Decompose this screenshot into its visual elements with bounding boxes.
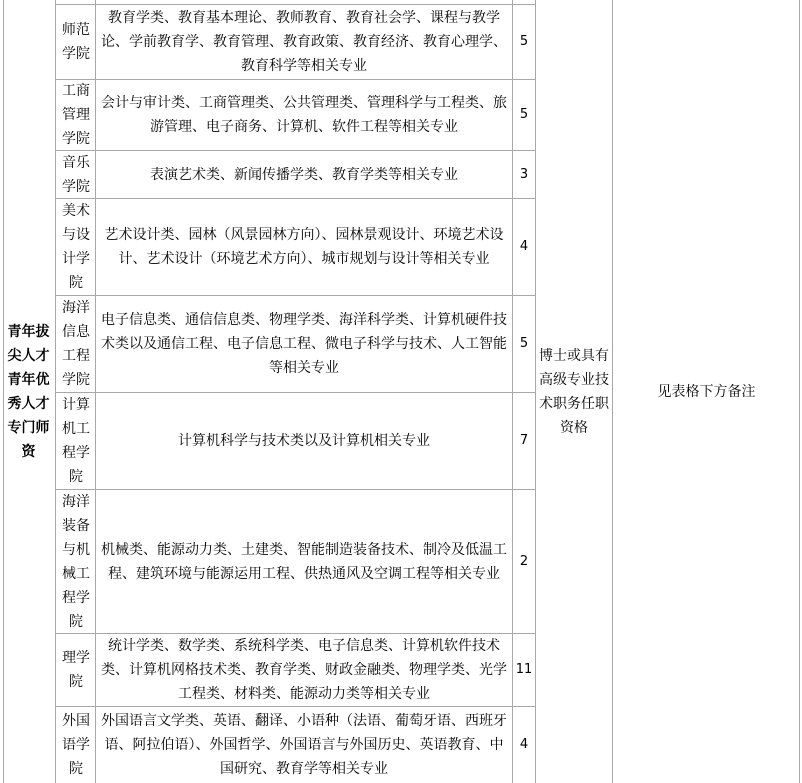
majors-text: 机械类、能源动力类、土建类、智能制造装备技术、制冷及低温工程、建筑环境与能源运用工程、供热通风及空调工程等相关专业 [101,541,507,582]
headcount: 3 [519,166,529,182]
headcount: 7 [519,433,529,448]
headcount: 5 [519,34,529,49]
college-name: 海洋装备与机械工程学院 [62,493,90,630]
grid-line [3,0,4,783]
college-name: 外国语学院 [62,713,90,777]
headcount: 2 [519,553,529,569]
headcount: 5 [519,336,529,351]
majors-text: 外国语言文学类、英语、翻译、小语种（法语、葡萄牙语、西班牙语、阿拉伯语）、外国哲学、外国语言与外国历史、英语教育、中国研究、教育学等相关专业 [101,713,507,777]
college-name: 音乐学院 [62,154,90,195]
headcount: 5 [519,107,529,122]
majors-text: 艺术设计类、园林（风景园林方向）、园林景观设计、环境艺术设计、艺术设计（环境艺术方向）、城市规划与设计等相关专业 [104,227,504,267]
headcount: 11 [515,662,533,677]
position-category: 青年拔 尖人才 青年优 秀人才 专门师 资 [7,323,50,460]
headcount: 4 [519,239,529,254]
college-name: 计算机工程学院 [62,397,90,485]
college-name: 师范学院 [62,22,90,62]
majors-text: 统计学类、数学类、系统科学类、电子信息类、计算机软件技术类、计算机网格技术类、教育学类、财政金融类、物理学类、光学工程类、材料类、能源动力类等相关专业 [101,638,507,702]
majors-text: 电子信息类、通信信息类、物理学类、海洋科学类、计算机硬件技术类以及通信工程、电子信息工程、微电子科学与技术、人工智能等相关专业 [101,312,507,376]
majors-text: 表演艺术类、新闻传播学类、教育学类等相关专业 [150,166,458,183]
college-name: 理学院 [62,650,90,690]
remark: 见表格下方备注 [657,383,756,400]
degree-requirement: 博士或具有高级专业技术职务任职资格 [539,347,609,436]
majors-text: 会计与审计类、工商管理类、公共管理类、管理科学与工程类、旅游管理、电子商务、计算机、软件工程等相关专业 [101,95,507,135]
majors-text: 计算机科学与技术类以及计算机相关专业 [178,433,430,449]
college-name: 工商管理学院 [62,83,90,147]
majors-text: 教育学类、教育基本理论、教师教育、教育社会学、课程与教学论、学前教育学、教育管理、教育政策、教育经济、教育心理学、教育科学等相关专业 [101,10,507,74]
college-name: 海洋信息工程学院 [62,300,90,388]
college-name: 美术与设计学院 [62,203,90,291]
headcount: 4 [519,737,529,752]
